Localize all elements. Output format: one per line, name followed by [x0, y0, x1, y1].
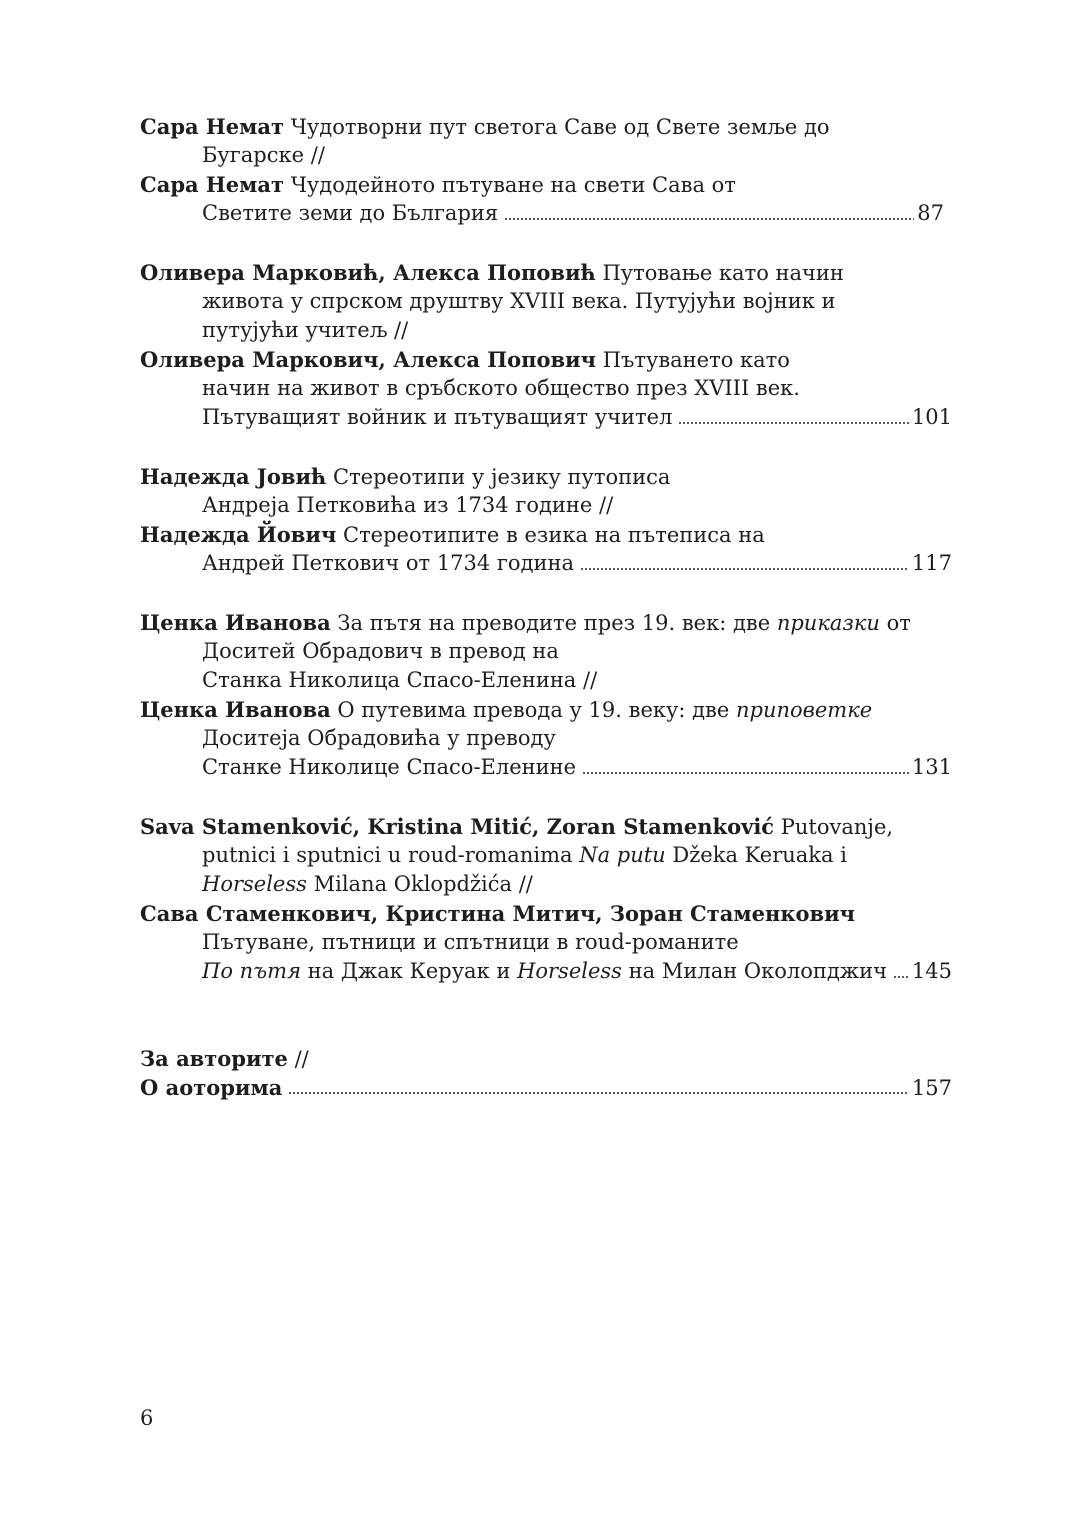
author: О аоторима: [140, 1075, 283, 1100]
dot-leader: [582, 770, 909, 776]
title-italic: Na putu: [579, 843, 666, 867]
author: За авторите: [140, 1046, 288, 1071]
author: Сава Стаменкович, Кристина Митич, Зоран Стаменкович: [140, 901, 856, 926]
page-ref: 145: [911, 959, 952, 983]
page-ref: 87: [917, 201, 944, 225]
title: putnici i sputnici u roud-romanima: [202, 843, 573, 867]
title: на Милан Околопджич: [628, 959, 887, 983]
dot-leader: [580, 566, 909, 572]
title: Доситеја Обрадовића у преводу: [202, 726, 556, 750]
toc-entry: [140, 812, 952, 986]
page-ref: 131: [911, 755, 952, 779]
page-ref: 117: [911, 551, 952, 575]
title: Доситей Обрадович в превод на: [202, 639, 559, 663]
toc-entry: [140, 258, 952, 432]
author: Надежда Йович: [140, 522, 337, 547]
title-italic: По пътя: [202, 959, 301, 983]
title: Бугарске //: [202, 143, 325, 167]
toc-entry: [140, 462, 952, 578]
title-italic: Horseless: [517, 959, 622, 983]
title: Putovanje,: [780, 815, 894, 839]
title: За пътя на преводите през 19. век: две: [337, 611, 771, 635]
author: Оливера Марковић, Алекса Поповић: [140, 260, 596, 285]
author: Sava Stamenković, Kristina Mitić, Zoran Stamenković: [140, 814, 775, 839]
author: Ценка Иванова: [140, 697, 331, 722]
page-number: 6: [140, 1406, 154, 1430]
dot-leader: [288, 1090, 909, 1096]
toc-entry: [140, 112, 952, 228]
title: Станка Николица Спасо-Еленина //: [202, 668, 598, 692]
title: на Джак Керуак и: [307, 959, 511, 983]
title-italic: Horseless: [202, 872, 307, 896]
page-ref: 157: [911, 1076, 952, 1100]
title-italic: приказки: [776, 611, 880, 635]
title: Пътуване, пътници и спътници в roud-романите: [202, 930, 739, 954]
title: Džeka Keruaka i: [672, 843, 847, 867]
title: Пътуването като: [602, 348, 790, 372]
title: Чудодейното пътуване на свети Сава от: [290, 173, 736, 197]
dot-leader: [504, 216, 914, 222]
title: Андреја Петковића из 1734 године //: [202, 493, 614, 517]
author: Оливера Маркович, Алекса Попович: [140, 347, 596, 372]
author: Надежда Јовић: [140, 464, 327, 489]
title: Станке Николице Спасо-Еленине: [202, 755, 577, 779]
title: Андрей Петкович от 1734 година: [202, 551, 575, 575]
title-italic: приповетке: [735, 698, 873, 722]
title: живота у спрском друштву XVIII века. Путујући војник и: [202, 289, 836, 313]
title: Пътуващият войник и пътуващият учител: [202, 405, 673, 429]
toc-entry: [140, 1044, 952, 1102]
toc-entry: [140, 608, 952, 782]
title: Стереотипите в езика на пътеписа на: [343, 523, 765, 547]
title: О путевима превода у 19. веку: две: [337, 698, 730, 722]
dot-leader: [893, 974, 909, 980]
title: Стереотипи у језику путописа: [333, 465, 671, 489]
table-of-contents: [140, 112, 952, 1102]
title: путујући учитељ //: [202, 318, 409, 342]
title: //: [294, 1047, 309, 1071]
title: Светите земи до България: [202, 201, 499, 225]
author: Сара Немат: [140, 114, 284, 139]
author: Сара Немат: [140, 172, 284, 197]
title: от: [886, 611, 911, 635]
title: Чудотворни пут светога Саве од Свете земље до: [290, 115, 830, 139]
title: Путовање като начин: [602, 261, 844, 285]
title: Milana Oklopdžića //: [313, 872, 533, 896]
title: начин на живот в сръбското общество през XVIII век.: [202, 376, 800, 400]
dot-leader: [678, 420, 909, 426]
author: Ценка Иванова: [140, 610, 331, 635]
page-ref: 101: [911, 405, 952, 429]
